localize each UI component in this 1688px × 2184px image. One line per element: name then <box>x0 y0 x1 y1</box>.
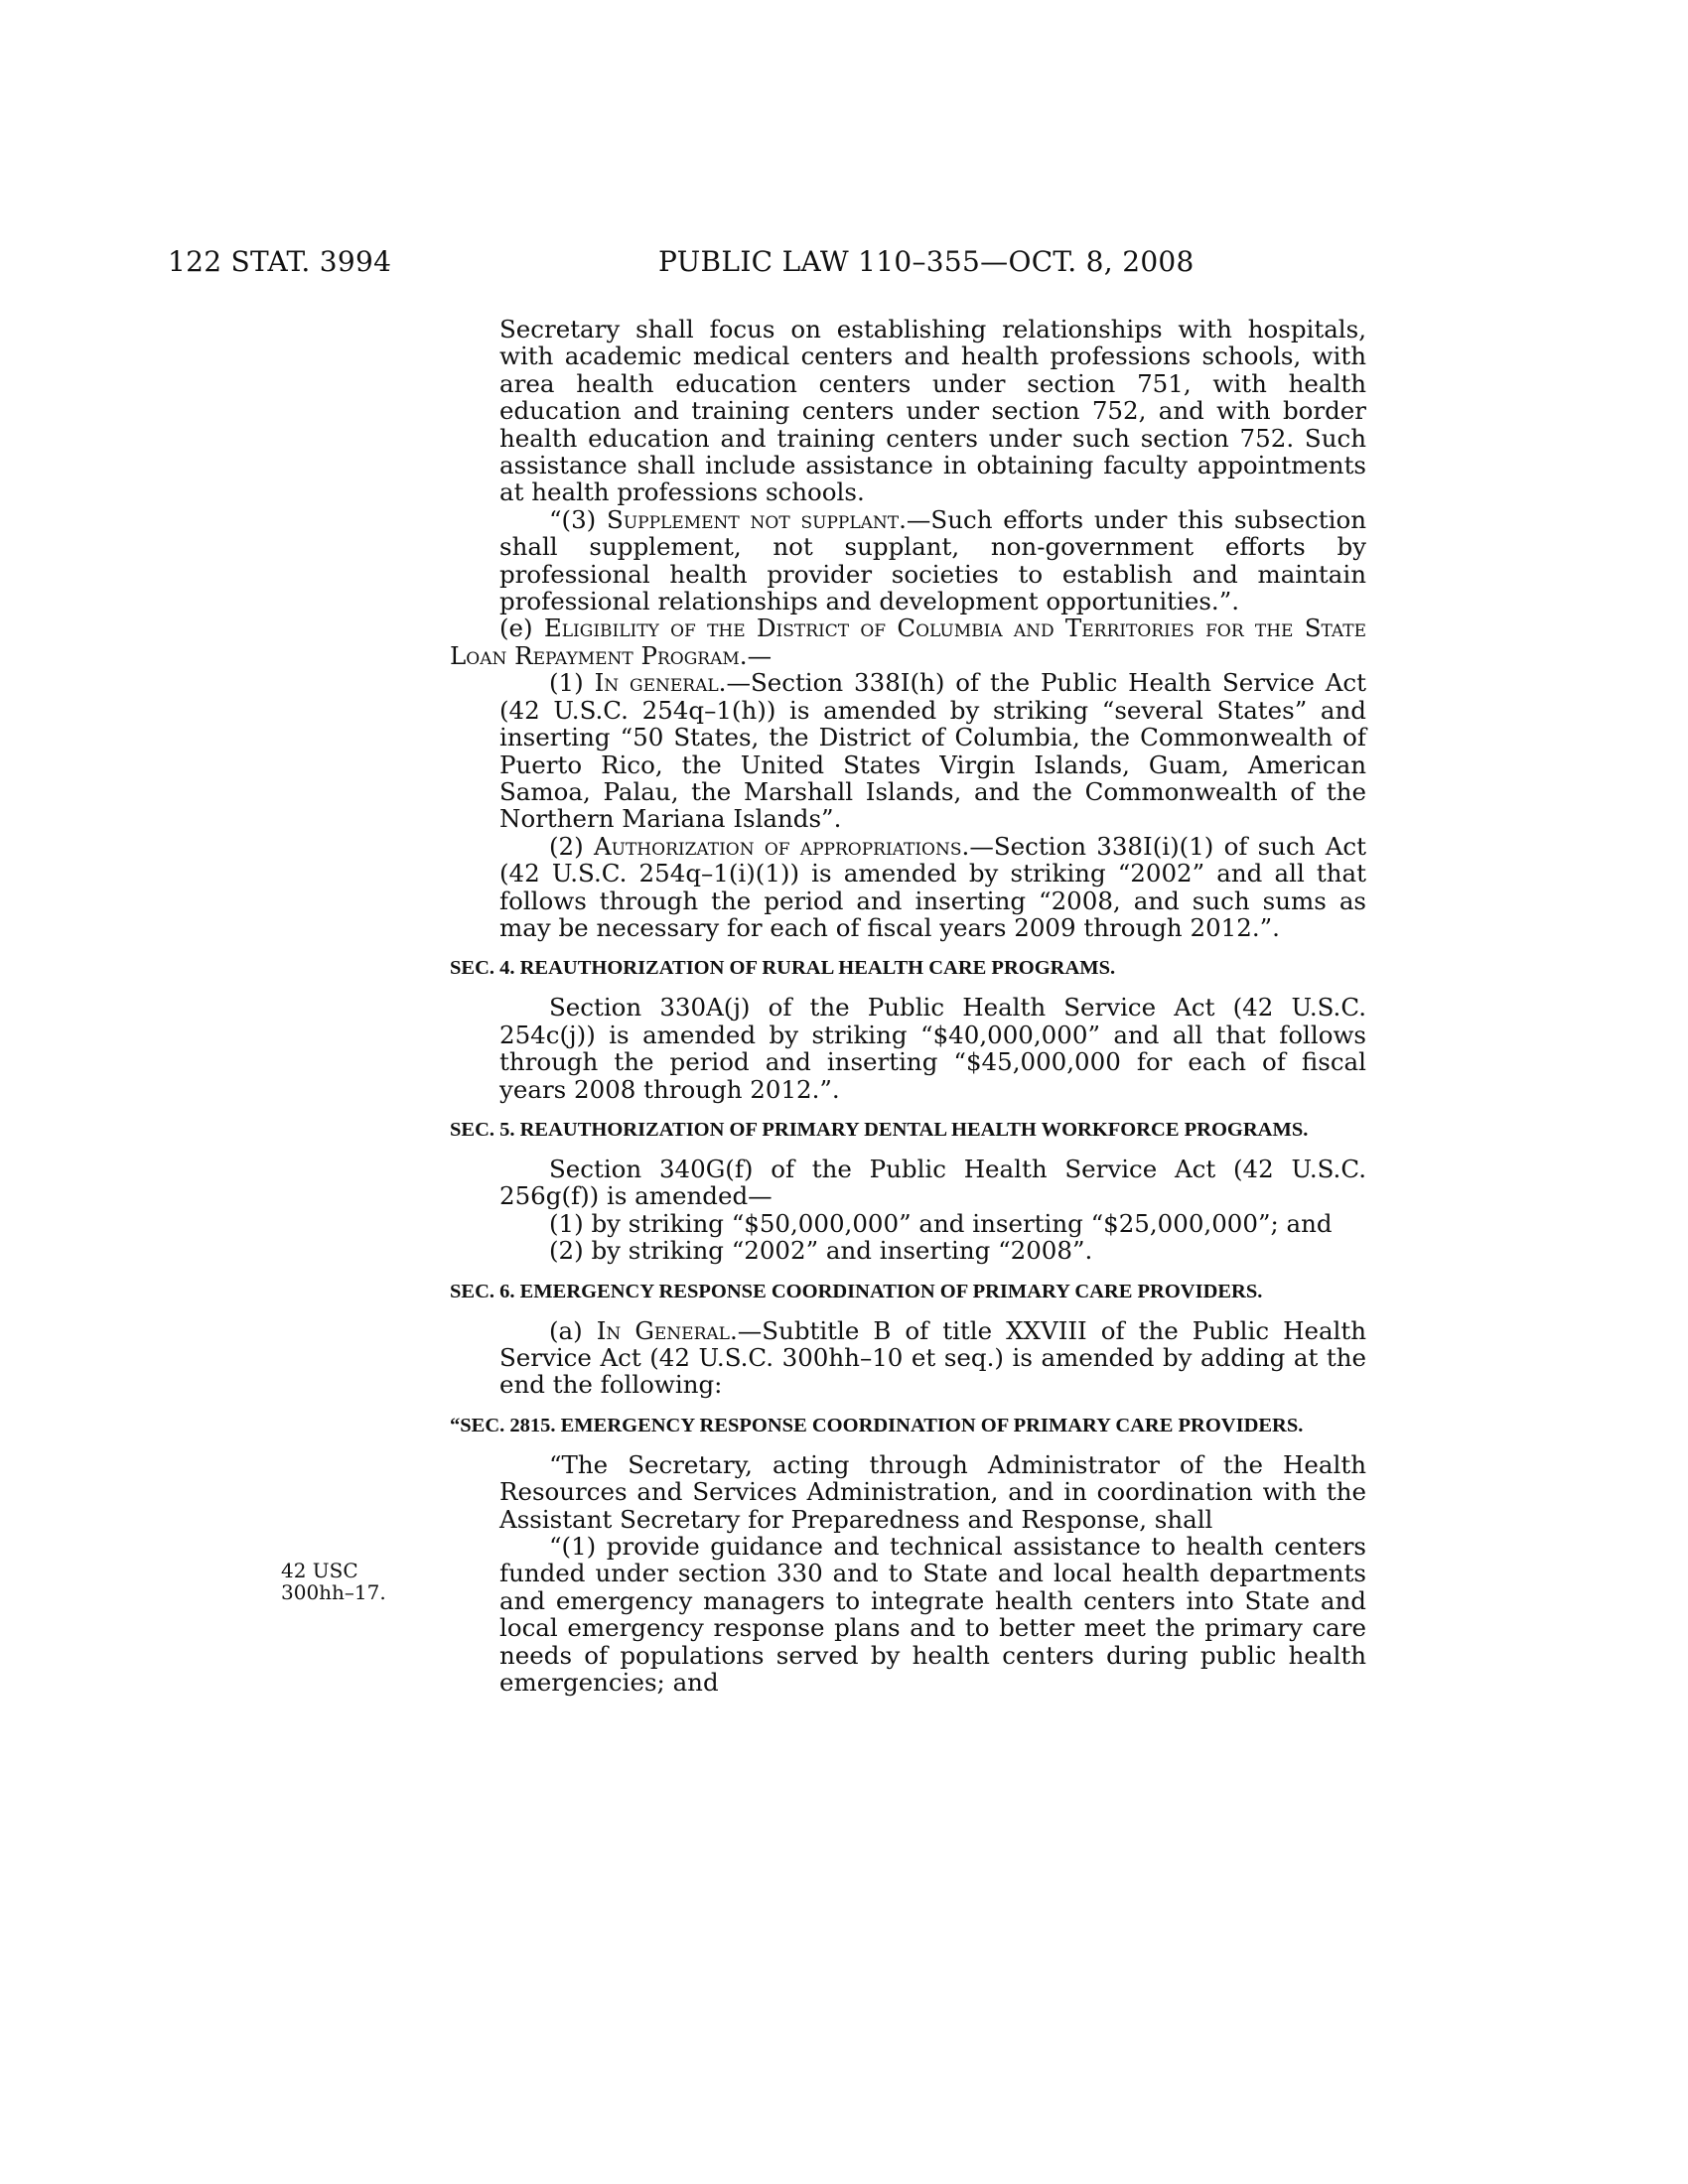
section-2815-body: “The Secretary, acting through Administrator of the Health Resources and Services Administration, and in coordination with the Assistant Secretary for Preparedness and Response, shall <box>499 1449 1366 1534</box>
body-text <box>450 315 1367 1698</box>
section-6-a-paragraph: (a) In General.—Subtitle B of title XXVIII of the Public Health Service Act (42 U.S.C. 300hh–10 et seq.) is amended by adding at the end the following: <box>499 1315 1367 1400</box>
section-5-body: Section 340G(f) of the Public Health Service Act (42 U.S.C. 256g(f)) is amended— <box>499 1154 1366 1211</box>
section-2815-item-1: “(1) provide guidance and technical assistance to health centers funded under section 330 and to State and local health departments and emergency managers to integrate health centers into State and local emergency response plans and to better meet the primary care needs of populations served by health centers during public health emergencies; and <box>499 1532 1366 1698</box>
paragraph-supplement: “(3) Supplement not supplant.—Such efforts under this subsection shall supplement, not supplant, non-government efforts by professional health provider societies to establish and maintain professional relationships and development opportunities.”. <box>499 504 1366 616</box>
section-5-item-1: (1) by striking “$50,000,000” and inserting “$25,000,000”; and <box>549 1208 1333 1238</box>
margin-citation-note: 42 USC 300hh–17. <box>281 1559 386 1604</box>
paragraph-in-general: (1) In general.—Section 338I(h) of the Public Health Service Act (42 U.S.C. 254q–1(h)) is amended by striking “several States” and inserting “50 States, the District of Columbia, the Commonwealth of Puerto Rico, the United States Virgin Islands, Guam, American Samoa, Palau, the Marshall Islands, and the Commonwealth of the Northern Mariana Islands”. <box>499 668 1366 834</box>
section-4-heading: SEC. 4. REAUTHORIZATION OF RURAL HEALTH CARE PROGRAMS. <box>450 957 1116 980</box>
section-5-heading: SEC. 5. REAUTHORIZATION OF PRIMARY DENTAL HEALTH WORKFORCE PROGRAMS. <box>450 1118 1309 1141</box>
running-header-title: PUBLIC LAW 110–355—OCT. 8, 2008 <box>658 245 1195 278</box>
section-6-heading: SEC. 6. EMERGENCY RESPONSE COORDINATION OF PRIMARY CARE PROVIDERS. <box>450 1280 1263 1302</box>
paragraph-authorization: (2) Authorization of appropriations.—Section 338I(i)(1) of such Act (42 U.S.C. 254q–1(i)(1)) is amended by striking “2002” and all that follows through the period and inserting “2008, and such sums as may be necessary for each of fiscal years 2009 through 2012.”. <box>499 831 1366 942</box>
paragraph-eligibility: (e) Eligibility of the District of Columbia and Territories for the State Loan Repayment Program.— <box>450 614 1366 670</box>
section-2815-heading: “SEC. 2815. EMERGENCY RESPONSE COORDINATION OF PRIMARY CARE PROVIDERS. <box>450 1414 1304 1436</box>
paragraph-continuation: Secretary shall focus on establishing relationships with hospitals, with academic medical centers and health professions schools, with area health education centers under section 751, with health education and training centers under section 752, and with border health education and training centers under such section 752. Such assistance shall include assistance in obtaining faculty appointments at health professions schools. <box>499 315 1366 507</box>
stat-page-number: 122 STAT. 3994 <box>168 245 392 278</box>
section-5-item-2: (2) by striking “2002” and inserting “2008”. <box>549 1236 1093 1266</box>
section-4-body: Section 330A(j) of the Public Health Service Act (42 U.S.C. 254c(j)) is amended by striking “$40,000,000” and all that follows through the period and inserting “$45,000,000 for each of fiscal years 2008 through 2012.”. <box>499 993 1366 1104</box>
